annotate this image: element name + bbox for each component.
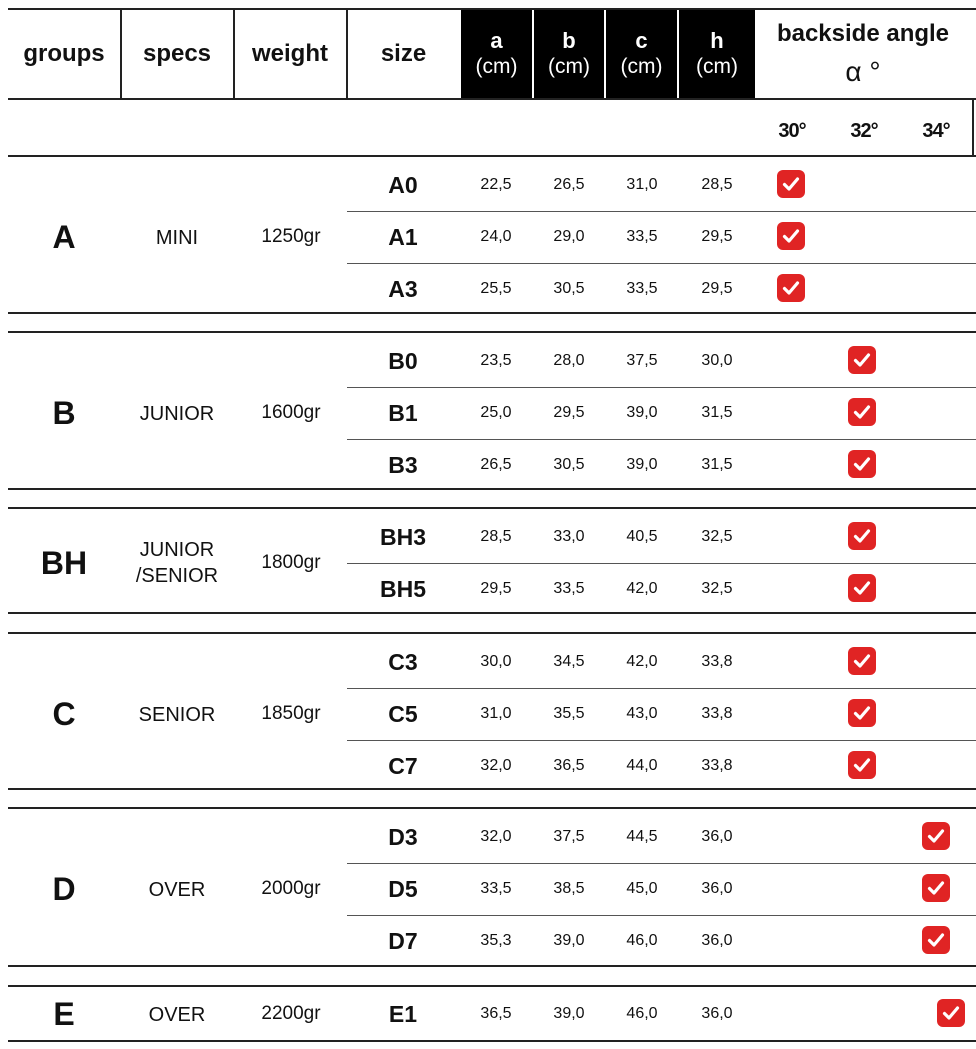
dim-b: 30,5 [553,456,585,473]
check-icon [777,170,805,198]
dim-b: 29,5 [553,404,585,421]
group-label: B [52,395,76,431]
dim-b: 36,5 [553,757,585,774]
size-label: B3 [388,452,418,478]
group-bottom-border [8,488,976,490]
row-divider [347,439,976,440]
header-c-label: c [635,28,648,53]
group-top-border [8,807,976,809]
group-label: A [52,219,76,255]
group-bottom-border [8,312,976,314]
header-alpha: α ° [845,56,881,87]
group-top-border [8,985,976,987]
dim-c: 40,5 [626,528,658,545]
dim-c: 46,0 [626,932,658,949]
angle-32-label: 32° [850,120,878,142]
check-icon [922,874,950,902]
header-size: size [380,40,427,67]
dim-h: 36,0 [701,932,733,949]
group-top-border [8,632,976,634]
dim-h: 33,8 [701,705,733,722]
subheader-bottom-border [8,155,976,157]
dim-c: 39,0 [626,404,658,421]
dim-a: 30,0 [480,653,512,670]
check-icon [848,398,876,426]
group-label: D [52,871,76,907]
dim-b: 34,5 [553,653,585,670]
row-divider [347,688,976,689]
dim-b: 33,5 [553,580,585,597]
group-bottom-border [8,1040,976,1042]
dim-a: 29,5 [480,580,512,597]
header-c-unit: (cm) [620,55,663,78]
check-icon [922,926,950,954]
dim-c: 33,5 [626,228,658,245]
row-divider [347,387,976,388]
header-weight: weight [252,40,328,67]
dim-h: 36,0 [701,1005,733,1022]
spec-label: SENIOR [138,704,216,726]
dim-b: 39,0 [553,932,585,949]
size-label: D3 [388,824,418,850]
spec-label-line2: /SENIOR [135,565,219,587]
size-label: B1 [388,400,418,426]
angle-34-label: 34° [922,120,950,142]
weight-label: 1850gr [261,703,321,724]
row-divider [347,211,976,212]
angle-30-label: 30° [778,120,806,142]
dim-a: 32,0 [480,828,512,845]
spec-label: OVER [148,1004,206,1026]
dim-h: 32,5 [701,528,733,545]
check-icon [777,222,805,250]
header-b [534,10,604,98]
check-icon [848,751,876,779]
group-label: BH [40,545,88,581]
size-label: A0 [388,172,418,198]
header-a-unit: (cm) [475,55,518,78]
dim-c: 46,0 [626,1005,658,1022]
size-label: E1 [388,1001,418,1027]
row-divider [347,740,976,741]
dim-a: 33,5 [480,880,512,897]
size-label: D5 [388,876,418,902]
group-bottom-border [8,788,976,790]
dim-b: 30,5 [553,280,585,297]
dim-a: 25,5 [480,280,512,297]
check-icon [922,822,950,850]
dim-h: 32,5 [701,580,733,597]
group-bottom-border [8,612,976,614]
header-a-label: a [490,28,503,53]
header-h [679,10,755,98]
dim-c: 42,0 [626,653,658,670]
check-icon [937,999,965,1027]
dim-a: 25,0 [480,404,512,421]
spec-label: OVER [148,879,206,901]
size-label: D7 [388,928,418,954]
header-c [606,10,677,98]
dim-a: 36,5 [480,1005,512,1022]
spec-label-line1: JUNIOR [139,539,215,561]
row-divider [347,915,976,916]
dim-a: 22,5 [480,176,512,193]
header-groups: groups [23,40,105,67]
size-label: A1 [388,224,418,250]
dim-a: 31,0 [480,705,512,722]
spec-label: MINI [155,227,199,249]
row-divider [347,863,976,864]
size-label: BH5 [379,576,426,602]
weight-label: 2000gr [261,878,321,899]
dim-a: 28,5 [480,528,512,545]
size-label: C3 [388,649,418,675]
header-b-label: b [562,28,576,53]
size-label: C7 [388,753,418,779]
weight-label: 1600gr [261,402,321,423]
dim-b: 26,5 [553,176,585,193]
dim-h: 30,0 [701,352,733,369]
dim-h: 29,5 [701,280,733,297]
dim-h: 31,5 [701,456,733,473]
size-label: BH3 [379,524,426,550]
dim-b: 35,5 [553,705,585,722]
group-top-border [8,331,976,333]
dim-c: 44,5 [626,828,658,845]
header-h-label: h [710,28,724,53]
group-label: C [52,696,76,732]
dim-b: 28,0 [553,352,585,369]
dim-c: 39,0 [626,456,658,473]
dim-c: 31,0 [626,176,658,193]
dim-c: 42,0 [626,580,658,597]
size-label: B0 [388,348,418,374]
spec-label: JUNIOR [139,403,215,425]
check-icon [848,647,876,675]
weight-label: 1800gr [261,552,321,573]
header-right-edge [972,98,974,156]
dim-h: 36,0 [701,828,733,845]
dim-a: 35,3 [480,932,512,949]
row-divider [347,563,976,564]
dim-b: 37,5 [553,828,585,845]
check-icon [848,450,876,478]
dim-h: 29,5 [701,228,733,245]
header-bottom-border [8,98,976,100]
dim-a: 24,0 [480,228,512,245]
dim-a: 23,5 [480,352,512,369]
dim-c: 37,5 [626,352,658,369]
group-top-border [8,507,976,509]
header-b-unit: (cm) [548,55,590,78]
row-divider [347,263,976,264]
dim-h: 33,8 [701,757,733,774]
weight-label: 1250gr [261,226,321,247]
size-label: C5 [388,701,418,727]
weight-label: 2200gr [261,1003,321,1024]
header-backside-angle: backside angle [776,20,950,47]
dim-b: 39,0 [553,1005,585,1022]
dim-c: 45,0 [626,880,658,897]
dim-h: 31,5 [701,404,733,421]
group-bottom-border [8,965,976,967]
dim-a: 32,0 [480,757,512,774]
dim-b: 29,0 [553,228,585,245]
dim-h: 28,5 [701,176,733,193]
dim-b: 33,0 [553,528,585,545]
dim-b: 38,5 [553,880,585,897]
check-icon [848,699,876,727]
dim-a: 26,5 [480,456,512,473]
dim-c: 33,5 [626,280,658,297]
check-icon [777,274,805,302]
dim-c: 44,0 [626,757,658,774]
header-a [461,10,532,98]
check-icon [848,574,876,602]
check-icon [848,346,876,374]
header-specs: specs [142,40,212,67]
dim-h: 33,8 [701,653,733,670]
size-label: A3 [388,276,418,302]
dim-c: 43,0 [626,705,658,722]
dim-h: 36,0 [701,880,733,897]
check-icon [848,522,876,550]
group-label: E [53,996,75,1032]
header-h-unit: (cm) [696,55,738,78]
